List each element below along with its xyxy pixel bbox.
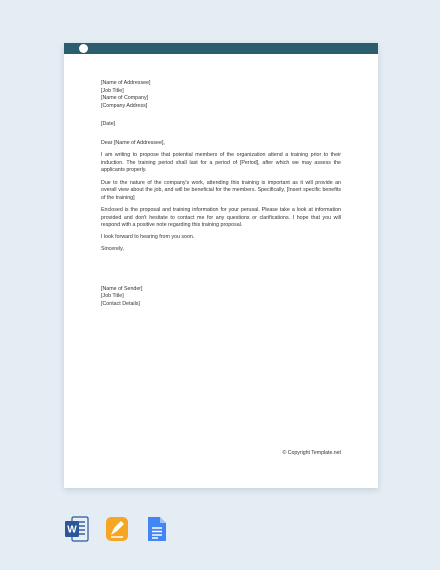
recipient-job-title: [Job Title]: [101, 87, 124, 94]
recipient-name: [Name of Addressee]: [101, 80, 151, 86]
letter-date: [Date]: [101, 121, 116, 128]
body-paragraph: I am writing to propose that potential members of the organization attend a training prior to their induction. The training period shall last for a period of [Period], after which we may assess the applicants properly.: [101, 152, 341, 174]
letter-page: [64, 43, 378, 488]
letter-body: [101, 80, 341, 308]
google-docs-icon[interactable]: [147, 516, 167, 542]
closing: Sincerely,: [101, 246, 124, 253]
page-header-bar: [64, 43, 378, 54]
recipient-block: [101, 80, 341, 110]
microsoft-word-icon[interactable]: [65, 516, 89, 542]
recipient-company: [Name of Company]: [101, 95, 149, 102]
sender-contact: [Contact Details]: [101, 300, 140, 307]
svg-text:W: W: [67, 524, 77, 536]
recipient-address: [Company Address]: [101, 102, 148, 109]
body-paragraph: I look forward to hearing from you soon.: [101, 234, 195, 241]
body-paragraph: Due to the nature of the company's work, attending this training is important as it will provide an overall view about the job, and will be beneficial for the members. Specifically, [Insert specific benefits of the training]: [101, 179, 341, 201]
sender-job-title: [Job Title]: [101, 293, 124, 300]
sender-name: [Name of Sender]: [101, 285, 143, 292]
salutation: Dear [Name of Addressee],: [101, 139, 165, 146]
body-paragraph: Enclosed is the proposal and training information for your perusal. Please take a look at information provided and don't hesitate to contact me for any questions or clarifications. I hope that you will respond with a positive note regarding this training proposal.: [101, 206, 341, 229]
apple-pages-icon[interactable]: [105, 516, 129, 542]
binder-hole-icon: [79, 44, 88, 53]
copyright-notice: © Copyright Template.net: [282, 450, 341, 456]
sender-block: [101, 286, 341, 309]
